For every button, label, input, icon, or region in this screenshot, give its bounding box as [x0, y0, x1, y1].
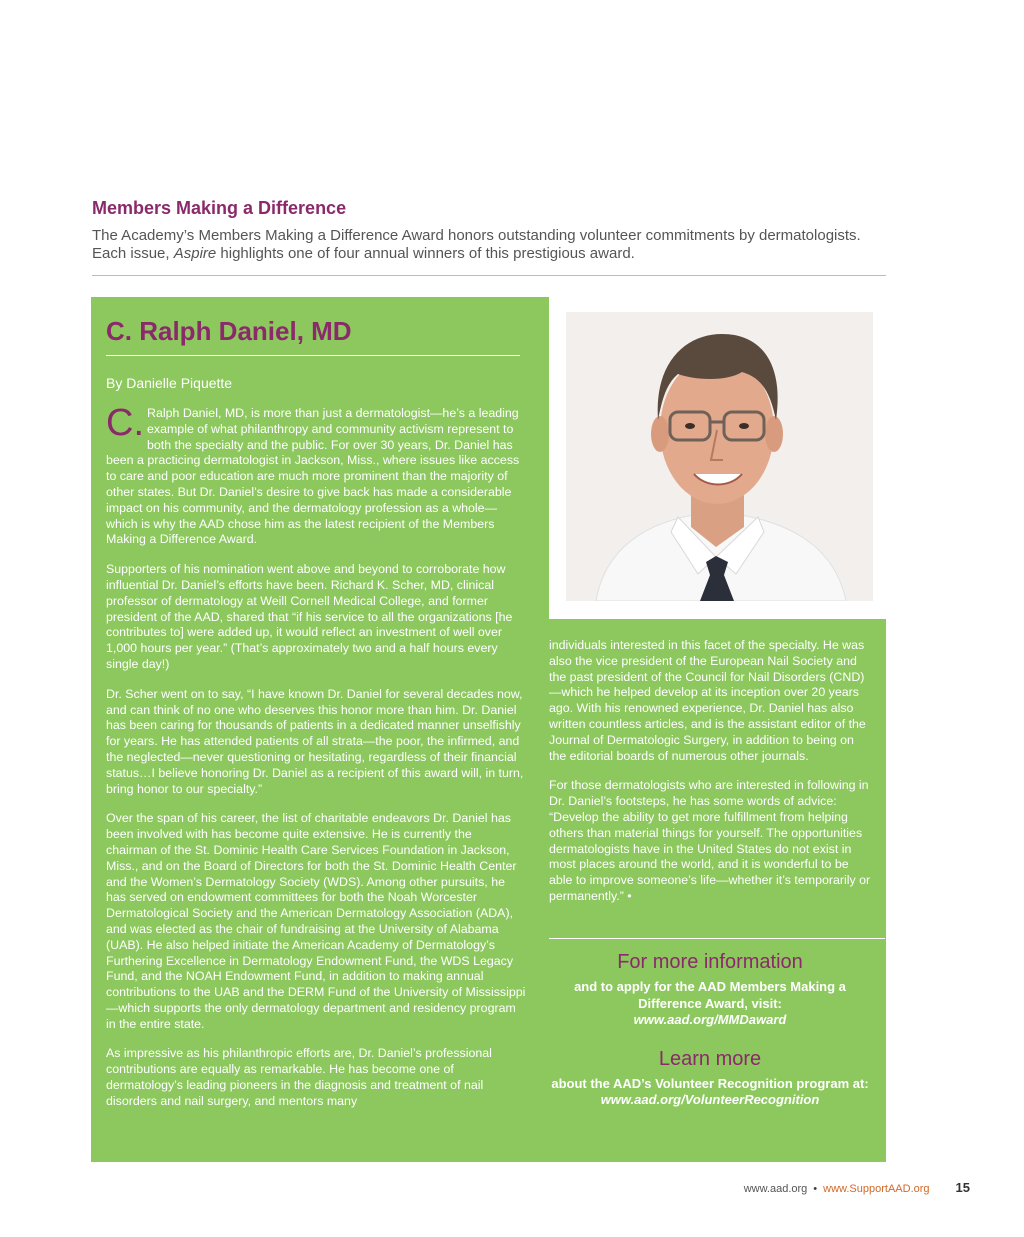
learn-more-callout	[549, 1048, 871, 1107]
article-paragraph	[106, 402, 526, 548]
drop-cap: C.	[106, 402, 144, 444]
callout-body: about the AAD’s Volunteer Recognition program at:	[551, 1076, 869, 1091]
intro-line-2-pre: Each issue,	[92, 245, 174, 262]
article-paragraph: Dr. Scher went on to say, “I have known Dr. Daniel for several decades now, and can think of no one who deserves this honor more than him. Dr. Daniel has been caring for thousands of patients in a dedicated manner unselfishly for years. He has attended patients of all strata—the poor, the infirmed, and the neglected—never questioning or hesitating, regardless of their financial status…I believe honoring Dr. Daniel as a recipient of this award will, in turn, bring honor to our specialty.”	[106, 686, 524, 796]
page-footer	[560, 1180, 970, 1195]
section-intro	[92, 227, 912, 263]
volunteer-recognition-link[interactable]: www.aad.org/VolunteerRecognition	[600, 1092, 820, 1107]
article-paragraph: As impressive as his philanthropic efforts are, Dr. Daniel’s professional contributions are equally as remarkable. He has become one of dermatology’s leading pioneers in the diagnosis and treatment of nail disorders and nail surgery, and mentors many	[106, 1046, 492, 1108]
article-paragraph: Supporters of his nomination went above and beyond to corroborate how influential Dr. Daniel’s efforts have been. Richard K. Scher, MD, clinical professor of dermatology at Weill Cornell Medical College, and former president of the AAD, shared that “if his service to all the organizations [he contributes to] were added up, it would reflect an investment of well over 1,000 hours per year.” (That’s approximately two and a half hours every single day!)	[106, 562, 513, 671]
intro-line-2-post: highlights one of four annual winners of this prestigious award.	[216, 245, 635, 262]
title-divider	[106, 355, 520, 356]
callout-body: and to apply for the AAD Members Making a Difference Award, visit:	[574, 979, 846, 1011]
portrait-photo	[566, 312, 873, 601]
footer-separator: •	[813, 1183, 818, 1195]
more-info-callout	[549, 951, 871, 1027]
article-paragraph-text: Ralph Daniel, MD, is more than just a dermatologist—he’s a leading example of what philanthropy and community activism represent to both the specialty and the public. For over 30 years, Dr. Daniel has been a practicing dermatologist in Jackson, Miss., where issues like access to care and poor education are much more prominent than the majority of other states. But Dr. Daniel’s desire to give back has made a considerable impact on his community, and the dermatology profession as a whole—which is why the AAD chose him as the latest recipient of the Members Making a Difference Award.	[106, 406, 520, 547]
section-title: Members Making a Difference	[92, 198, 347, 218]
callout-heading: Learn more	[658, 1048, 762, 1070]
intro-line-1: The Academy’s Members Making a Difference Award honors outstanding volunteer commitments by dermatologists.	[92, 227, 861, 244]
article-column-left	[106, 402, 526, 1124]
article-paragraph: individuals interested in this facet of the specialty. He was also the vice president of the European Nail Society and the past president of the Council for Nail Disorders (CND)—which he helped develop at its inception over 20 years ago. With his renowned experience, Dr. Daniel has also written countless articles, and is the assistant editor of the Journal of Dermatologic Surgery, in addition to being on the editorial boards of numerous other journals.	[549, 638, 866, 763]
article-column-right	[549, 638, 871, 919]
article-paragraph: Over the span of his career, the list of charitable endeavors Dr. Daniel has been involved with has become quite extensive. He is currently the chairman of the St. Dominic Health Care Services Foundation in Jackson, Miss., and on the Board of Directors for both the St. Dominic Health Center and the Women’s Dermatology Society (WDS). Among other pursuits, he has served on endowment committees for both the Noah Worcester Dermatological Society and the American Dermatology Association (ADA), and was elected as the chair of fundraising at the University of Alabama (UAB). He also helped initiate the American Academy of Dermatology’s Furthering Excellence in Dermatology Endowment Fund, the WDS Legacy Fund, and the NOAH Endowment Fund, in addition to making annual contributions to the UAB and the DERM Fund of the University of Mississippi—which supports the only dermatology department and residency program in the entire state.	[106, 811, 526, 1031]
portrait-illustration	[566, 312, 873, 601]
cta-divider	[549, 938, 885, 939]
article-paragraph: For those dermatologists who are interested in following in Dr. Daniel’s footsteps, he has some words of advice: “Develop the ability to get more fulfillment from helping others than material things for yourself. The opportunities dermatologists have in the United States do not exist in most places around the world, and it is wonderful to be able to improve someone’s life—whether it’s temporarily or permanently.” •	[549, 778, 871, 903]
callout-heading: For more information	[617, 951, 803, 973]
section-divider	[92, 275, 886, 276]
publication-name: Aspire	[173, 245, 217, 262]
article-title: C. Ralph Daniel, MD	[106, 316, 352, 346]
mmd-award-link[interactable]: www.aad.org/MMDaward	[633, 1012, 787, 1027]
footer-link-aad[interactable]: www.aad.org	[743, 1183, 808, 1195]
intro-line-2	[92, 245, 912, 263]
byline: By Danielle Piquette	[106, 375, 233, 391]
footer-link-support[interactable]: www.SupportAAD.org	[823, 1183, 930, 1195]
page-number: 15	[955, 1180, 970, 1195]
